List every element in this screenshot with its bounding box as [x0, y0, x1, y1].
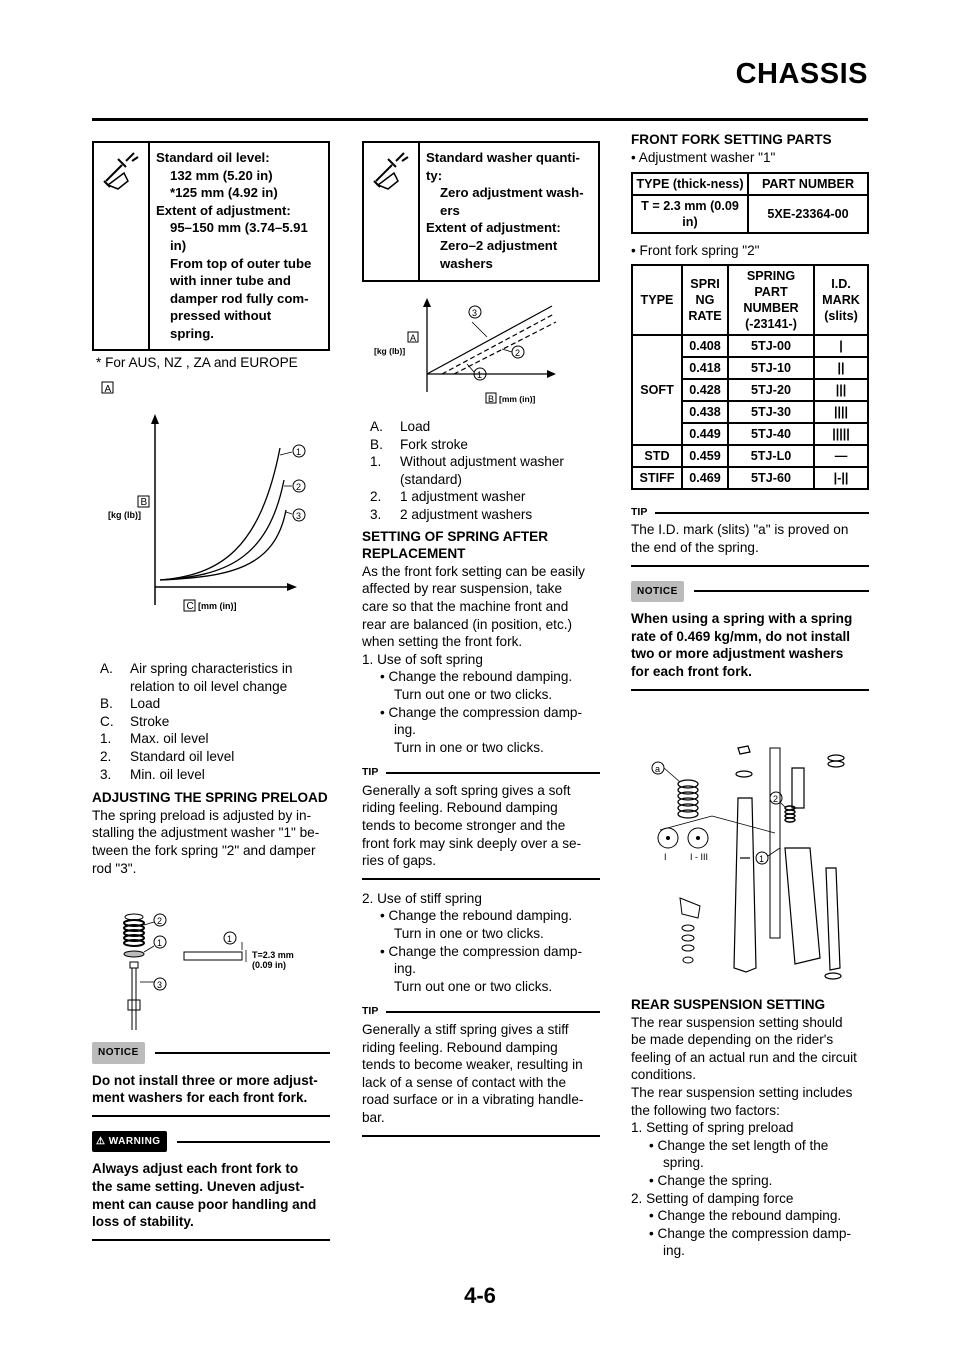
table-cell: 0.418 — [682, 357, 728, 379]
table-cell: 5XE-23364-00 — [748, 195, 868, 233]
bullet-sub: Turn out one or two clicks. — [394, 978, 553, 994]
caption-row — [92, 695, 330, 713]
callout-1: 1 — [157, 938, 163, 948]
caption-text: relation to oil level change — [130, 678, 288, 694]
tip-line: lack of a sense of contact with the — [362, 1074, 567, 1090]
column-2 — [362, 141, 600, 282]
bullet-sub: spring. — [663, 1155, 704, 1171]
paragraph-line: feeling of an actual run and the circuit — [631, 1049, 857, 1065]
column-1-lower — [92, 660, 330, 877]
caption-row — [362, 418, 600, 436]
spec-value: *125 mm (4.92 in) — [170, 185, 278, 201]
fig3-captions — [362, 418, 600, 524]
column-2-lower — [362, 418, 600, 1137]
bullet-item: • Change the rebound damping. — [649, 1208, 842, 1224]
tip-line: bar. — [362, 1109, 385, 1125]
bullet-item: • Change the compression damp- — [380, 704, 582, 720]
tip-label: TIP — [631, 505, 648, 518]
fig-label-b: B — [140, 497, 148, 508]
page-title: CHASSIS — [735, 58, 868, 90]
caption-key: A. — [370, 419, 383, 434]
notice-line: rate of 0.469 kg/mm, do not install — [631, 628, 851, 644]
caption-row — [92, 766, 330, 784]
list-item: 2. Use of stiff spring — [362, 890, 482, 906]
spec-label: ty: — [426, 167, 443, 183]
table-header: TYPE (thick-ness) — [632, 173, 748, 195]
paragraph-line: when setting the front fork. — [362, 634, 523, 650]
caption-text: Load — [400, 419, 431, 434]
table-cell: |-|| — [814, 467, 868, 489]
tip-line: front fork may sink deeply over a se- — [362, 835, 582, 851]
notice-line: two or more adjustment washers — [631, 646, 844, 662]
list-item: 1. Use of soft spring — [362, 651, 483, 667]
caption-key: C. — [100, 713, 114, 729]
fork-stroke-figure — [372, 292, 562, 410]
paragraph-line: The rear suspension setting includes — [631, 1084, 853, 1100]
caption-key: 3. — [370, 506, 382, 522]
bullet-item: • Change the rebound damping. — [380, 669, 573, 685]
column-3 — [631, 131, 869, 691]
section-paragraph — [92, 807, 330, 877]
front-fork-figure — [640, 738, 865, 988]
table-cell: 0.438 — [682, 401, 728, 423]
bullet-item: • Front fork spring "2" — [631, 243, 760, 259]
spec-value: pressed without — [170, 308, 272, 324]
caption-text: Fork stroke — [400, 436, 468, 452]
fig-label-b: B — [488, 394, 495, 404]
notice-text — [631, 610, 869, 680]
table-header: TYPE — [632, 265, 682, 335]
tip-text — [631, 521, 869, 556]
tip-label: TIP — [362, 1005, 379, 1018]
callout-a: a — [655, 764, 661, 774]
callout-3: 3 — [472, 308, 478, 318]
spec-value: Zero–2 adjustment — [440, 237, 558, 253]
spring-table — [631, 264, 869, 490]
bullet-sub: Turn in one or two clicks. — [394, 926, 544, 942]
paragraph-line: rear are balanced (in position, etc.) — [362, 616, 573, 632]
caption-text: (standard) — [400, 471, 462, 487]
paragraph-line: rod "3". — [92, 860, 137, 876]
tip-line: tends to become stronger and the — [362, 818, 566, 834]
spring-preload-figure — [112, 900, 312, 1035]
caption-text: Standard oil level — [130, 748, 235, 764]
fig-label-c: C — [186, 601, 194, 612]
table-header: SPRI NG RATE — [682, 265, 728, 335]
caption-row — [92, 730, 330, 748]
fig1-captions — [92, 660, 330, 783]
bullet-sub: ing. — [394, 961, 416, 977]
table-cell: 5TJ-10 — [728, 357, 814, 379]
fig-x-label: [mm (in)] — [499, 394, 536, 404]
caption-key: 1. — [370, 454, 382, 470]
column-3-lower — [631, 996, 869, 1260]
tip-line: road surface or in a vibrating handle- — [362, 1092, 584, 1108]
tip-label: TIP — [362, 766, 379, 779]
warning-line: loss of stability. — [92, 1214, 194, 1230]
notice-line: for each front fork. — [631, 663, 752, 679]
caption-text: Min. oil level — [130, 766, 205, 782]
spec-value: 95–150 mm (3.74–5.91 — [170, 220, 308, 236]
paragraph-line: the following two factors: — [631, 1102, 780, 1118]
tip-line: riding feeling. Rebound damping — [362, 1039, 558, 1055]
table-header: SPRING PART NUMBER (-23141-) — [728, 265, 814, 335]
caption-row — [362, 471, 600, 489]
tip-line: ries of gaps. — [362, 853, 437, 869]
fig-label-a: A — [104, 384, 112, 395]
table-cell: SOFT — [632, 335, 682, 445]
table-cell: 0.408 — [682, 335, 728, 357]
tip-text — [362, 782, 600, 870]
notice-text — [92, 1072, 330, 1107]
notice-badge: NOTICE — [92, 1042, 145, 1064]
table-cell: 5TJ-40 — [728, 423, 814, 445]
callout-1: 1 — [759, 854, 765, 864]
caption-key: A. — [100, 661, 113, 676]
section-heading: REAR SUSPENSION SETTING — [631, 997, 826, 1012]
spec-value: 132 mm (5.20 in) — [170, 167, 273, 183]
tip-line: tends to become weaker, resulting in — [362, 1057, 583, 1073]
table-cell: T = 2.3 mm (0.09 in) — [632, 195, 748, 233]
paragraph-line: conditions. — [631, 1067, 696, 1083]
bullet-item: • Change the rebound damping. — [380, 908, 573, 924]
bullet-item: • Change the compression damp- — [649, 1225, 851, 1241]
wrench-icon — [94, 143, 150, 349]
caption-text: 1 adjustment washer — [400, 489, 526, 505]
bullet-item: • Change the set length of the — [649, 1137, 829, 1153]
bullet-sub: Turn in one or two clicks. — [394, 739, 544, 755]
spec-value: washers — [440, 255, 493, 271]
table-cell: 0.459 — [682, 445, 728, 467]
callout-3: 3 — [296, 511, 302, 521]
table-cell: || — [814, 357, 868, 379]
tip-line: riding feeling. Rebound damping — [362, 800, 558, 816]
warning-line: ment can cause poor handling and — [92, 1196, 317, 1212]
column-1 — [92, 141, 330, 371]
caption-key — [92, 678, 130, 696]
spec-label: Standard oil level: — [156, 150, 270, 165]
notice-line: When using a spring with a spring — [631, 611, 853, 627]
bullet-sub: Turn out one or two clicks. — [394, 686, 553, 702]
caption-key: 2. — [100, 748, 112, 764]
bullet-item: • Change the spring. — [649, 1172, 773, 1188]
table-cell: 0.449 — [682, 423, 728, 445]
washer-thickness: T=2.3 mm — [252, 950, 294, 960]
caption-row — [362, 488, 600, 506]
caption-text: 2 adjustment washers — [400, 506, 533, 522]
caption-row — [92, 748, 330, 766]
table-cell: 5TJ-00 — [728, 335, 814, 357]
header-rule — [92, 118, 868, 121]
warning-icon: ⚠ — [96, 1135, 109, 1147]
wrench-icon — [364, 143, 420, 280]
paragraph-line: The spring preload is adjusted by in- — [92, 807, 312, 823]
footnote: * For AUS, NZ , ZA and EUROPE — [96, 354, 298, 370]
caption-row — [92, 678, 330, 696]
table-header: PART NUMBER — [748, 173, 868, 195]
fig-y-label: [kg (lb)] — [374, 346, 406, 356]
fig-label-a: A — [410, 333, 417, 343]
warning-badge — [92, 1131, 167, 1153]
bullet-item: • Change the compression damp- — [380, 943, 582, 959]
paragraph-line: stalling the adjustment washer "1" be- — [92, 825, 320, 841]
tip-line: Generally a stiff spring gives a stiff — [362, 1022, 569, 1037]
section-paragraph — [362, 563, 600, 651]
section-heading: FRONT FORK SETTING PARTS — [631, 132, 832, 147]
table-cell: STIFF — [632, 467, 682, 489]
callout-2: 2 — [157, 916, 163, 926]
table-cell: ||| — [814, 379, 868, 401]
table-header: I.D. MARK (slits) — [814, 265, 868, 335]
caption-row — [362, 436, 600, 454]
caption-key — [362, 471, 400, 489]
paragraph-line: be made depending on the rider's — [631, 1032, 834, 1048]
caption-text: Load — [130, 696, 161, 712]
caption-row — [92, 713, 330, 731]
caption-row — [362, 453, 600, 471]
caption-key: 1. — [100, 731, 112, 747]
caption-row — [362, 506, 600, 524]
bullet-sub: ing. — [663, 1243, 685, 1259]
spec-value: damper rod fully com- — [170, 290, 309, 306]
fig-x-label: [mm (in)] — [198, 601, 237, 611]
washer-table — [631, 172, 869, 234]
caption-text: Without adjustment washer — [400, 454, 564, 470]
tip-text — [362, 1021, 600, 1127]
spec-label: Extent of adjustment: — [156, 202, 291, 218]
warning-line: the same setting. Uneven adjust- — [92, 1178, 305, 1194]
spec-value: in) — [170, 237, 187, 253]
washer-thickness-in: (0.09 in) — [252, 960, 287, 970]
table-cell: ||||| — [814, 423, 868, 445]
callout-3: 3 — [157, 980, 163, 990]
section-paragraph — [631, 1014, 869, 1120]
washer-spec-box — [362, 141, 600, 282]
table-cell: | — [814, 335, 868, 357]
notice-line: Do not install three or more adjust- — [92, 1072, 318, 1088]
callout-1b: 1 — [227, 934, 233, 944]
paragraph-line: affected by rear suspension, take — [362, 581, 563, 597]
paragraph-line: The rear suspension setting should — [631, 1014, 843, 1030]
table-cell: 5TJ-20 — [728, 379, 814, 401]
fig-y-label: [kg (lb)] — [108, 510, 141, 520]
table-cell: |||| — [814, 401, 868, 423]
page-number: 4-6 — [464, 1283, 496, 1308]
mark-1: I — [664, 852, 667, 862]
callout-1: 1 — [477, 370, 483, 380]
list-item: 2. Setting of damping force — [631, 1190, 794, 1206]
spec-value: spring. — [170, 325, 214, 341]
caption-text: Max. oil level — [130, 731, 209, 747]
spec-value: ers — [440, 202, 460, 218]
air-spring-figure — [100, 380, 330, 620]
table-cell: 5TJ-30 — [728, 401, 814, 423]
oil-level-spec-box — [92, 141, 330, 351]
caption-row — [92, 660, 330, 678]
notice-badge: NOTICE — [631, 581, 684, 603]
tip-line: Generally a soft spring gives a soft — [362, 782, 571, 798]
table-cell: STD — [632, 445, 682, 467]
warning-line: Always adjust each front fork to — [92, 1161, 299, 1177]
caption-text: Stroke — [130, 713, 170, 729]
bullet-item: • Adjustment washer "1" — [631, 149, 776, 165]
spec-label: Extent of adjustment: — [426, 220, 561, 236]
spec-value: Zero adjustment wash- — [440, 185, 584, 201]
table-cell: — — [814, 445, 868, 467]
list-item: 1. Setting of spring preload — [631, 1120, 794, 1136]
warning-label: WARNING — [108, 1135, 161, 1147]
spec-value: with inner tube and — [170, 273, 291, 289]
callout-2: 2 — [515, 348, 521, 358]
notice-line: ment washers for each front fork. — [92, 1090, 308, 1106]
caption-key: B. — [370, 436, 383, 452]
table-cell: 0.428 — [682, 379, 728, 401]
paragraph-line: care so that the machine front and — [362, 598, 569, 614]
warning-text — [92, 1160, 330, 1230]
caption-key: 2. — [370, 489, 382, 505]
paragraph-line: As the front fork setting can be easily — [362, 563, 585, 579]
spec-value: From top of outer tube — [170, 255, 312, 271]
tip-line: the end of the spring. — [631, 539, 759, 555]
tip-line: The I.D. mark (slits) "a" is proved on — [631, 522, 849, 538]
caption-key: 3. — [100, 766, 112, 782]
table-cell: 5TJ-L0 — [728, 445, 814, 467]
section-heading: ADJUSTING THE SPRING PRELOAD — [92, 790, 328, 806]
caption-key: B. — [100, 696, 113, 712]
callout-2: 2 — [773, 794, 779, 804]
table-cell: 5TJ-60 — [728, 467, 814, 489]
mark-2: I - III — [690, 852, 708, 862]
caption-text: Air spring characteristics in — [130, 661, 293, 676]
table-row — [632, 335, 868, 357]
callout-2: 2 — [296, 482, 302, 492]
section-heading: SETTING OF SPRING AFTER REPLACEMENT — [362, 528, 549, 562]
spec-label: Standard washer quanti- — [426, 150, 580, 165]
callout-1: 1 — [296, 447, 302, 457]
table-cell: 0.469 — [682, 467, 728, 489]
paragraph-line: tween the fork spring "2" and damper — [92, 842, 316, 858]
bullet-sub: ing. — [394, 722, 416, 738]
column-1-notices — [92, 1042, 330, 1241]
